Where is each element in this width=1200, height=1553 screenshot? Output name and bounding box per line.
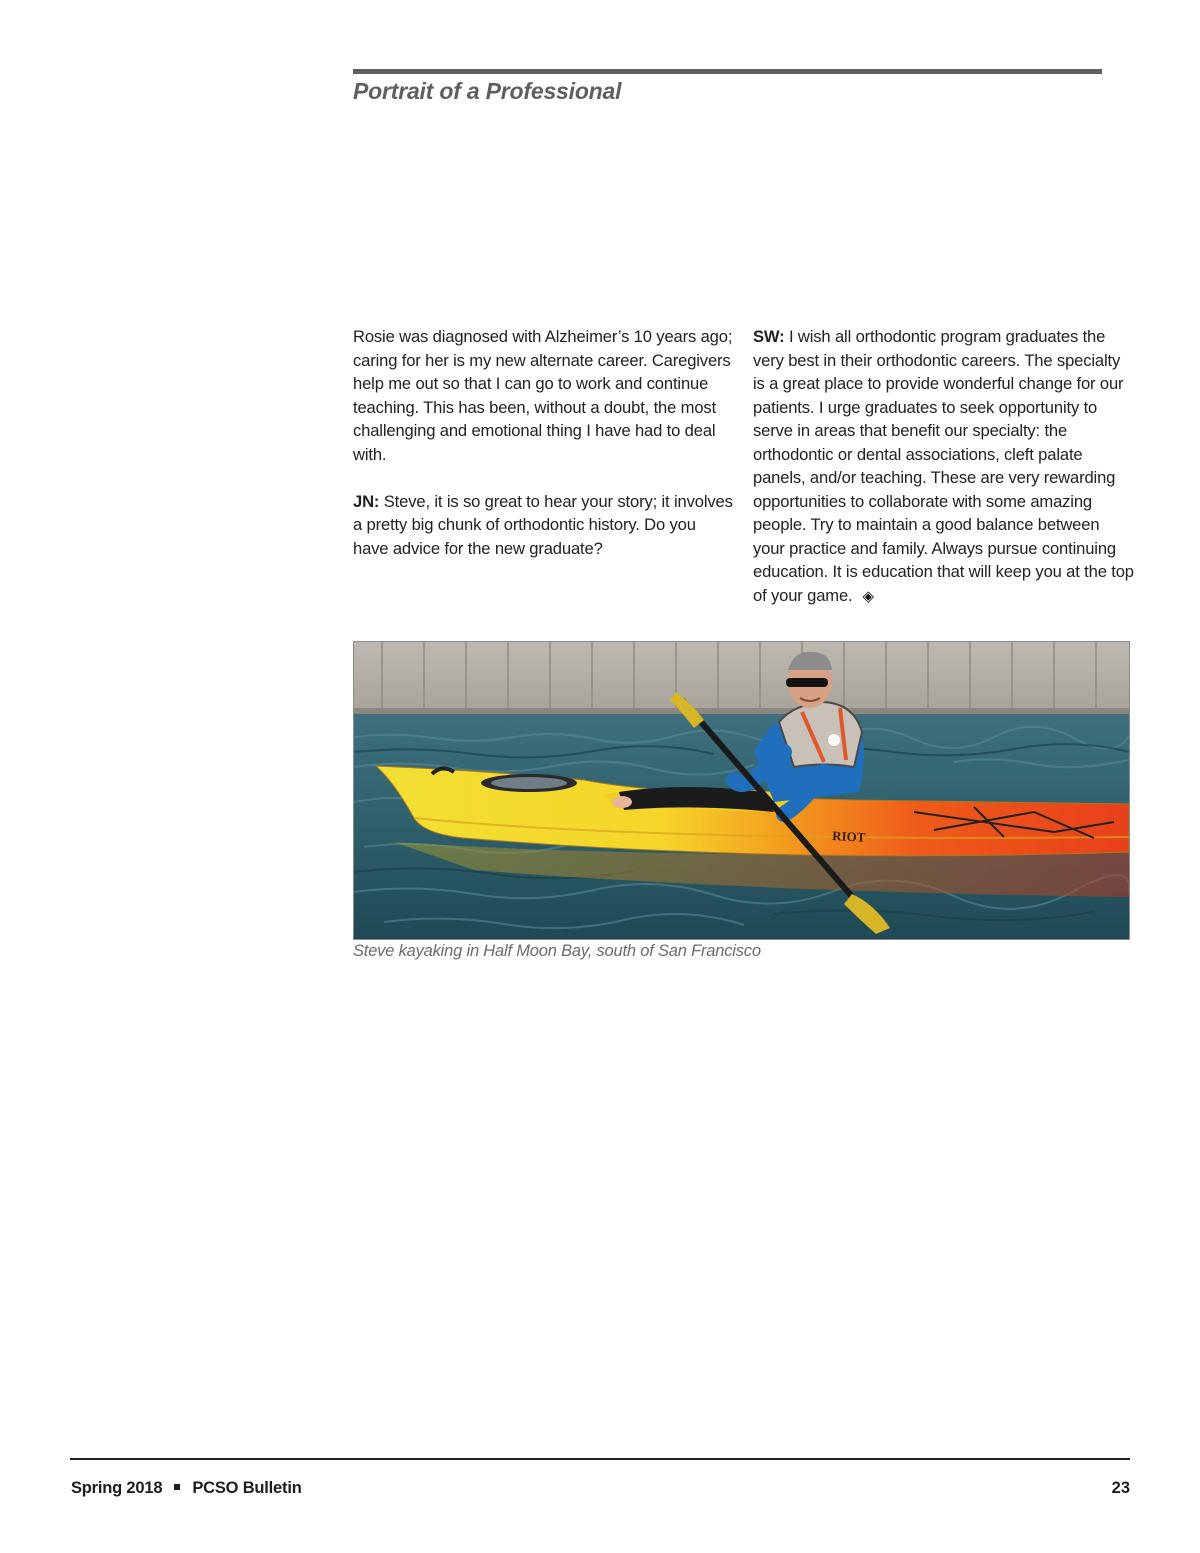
end-of-article-icon: ◈ bbox=[862, 587, 874, 605]
page-number: 23 bbox=[1111, 1479, 1130, 1497]
speaker-label: JN: bbox=[353, 491, 380, 511]
footer-separator-icon bbox=[174, 1484, 180, 1490]
speaker-label: SW: bbox=[753, 327, 785, 346]
interview-answer: I wish all orthodontic program graduates the very best in their orthodontic careers. The specialty is a great place to provide wonderful change for our patients. I urge graduates to seek opportunity to serve in areas that benefit our specialty: the orthodontic or dental associations, cleft palate panels, and/or teaching. These are very rewarding opportunities to collaborate with some amazing people. Try to maintain a good balance between your practice and family. Always pursue continuing education. It is education that will keep you at the top of your game. bbox=[753, 327, 1134, 605]
footer-rule bbox=[70, 1458, 1130, 1460]
interview-question: Steve, it is so great to hear your story; it involves a pretty big chunk of orthodontic history. Do you have advice for the new graduate? bbox=[353, 491, 733, 558]
photo-caption: Steve kayaking in Half Moon Bay, south of San Francisco bbox=[353, 942, 761, 960]
footer-publication: PCSO Bulletin bbox=[192, 1479, 302, 1497]
article-column-left bbox=[353, 325, 733, 560]
article-paragraph: Rosie was diagnosed with Alzheimer’s 10 years ago; caring for her is my new alternate career. Caregivers help me out so that I can go to work and continue teaching. This has been, without a doubt, the most challenging and emotional thing I have had to deal with. bbox=[353, 327, 733, 464]
sea-wall bbox=[354, 642, 1129, 714]
section-title: Portrait of a Professional bbox=[353, 78, 622, 104]
article-column-right bbox=[753, 325, 1135, 608]
kayak-photo bbox=[353, 641, 1130, 940]
footer-issue-info bbox=[71, 1479, 302, 1498]
section-header-rule bbox=[353, 69, 1102, 74]
kayak-brand-label: RIOT bbox=[831, 828, 866, 845]
article-paragraph bbox=[353, 490, 733, 561]
footer-issue: Spring 2018 bbox=[71, 1479, 163, 1497]
article-paragraph bbox=[753, 325, 1135, 608]
